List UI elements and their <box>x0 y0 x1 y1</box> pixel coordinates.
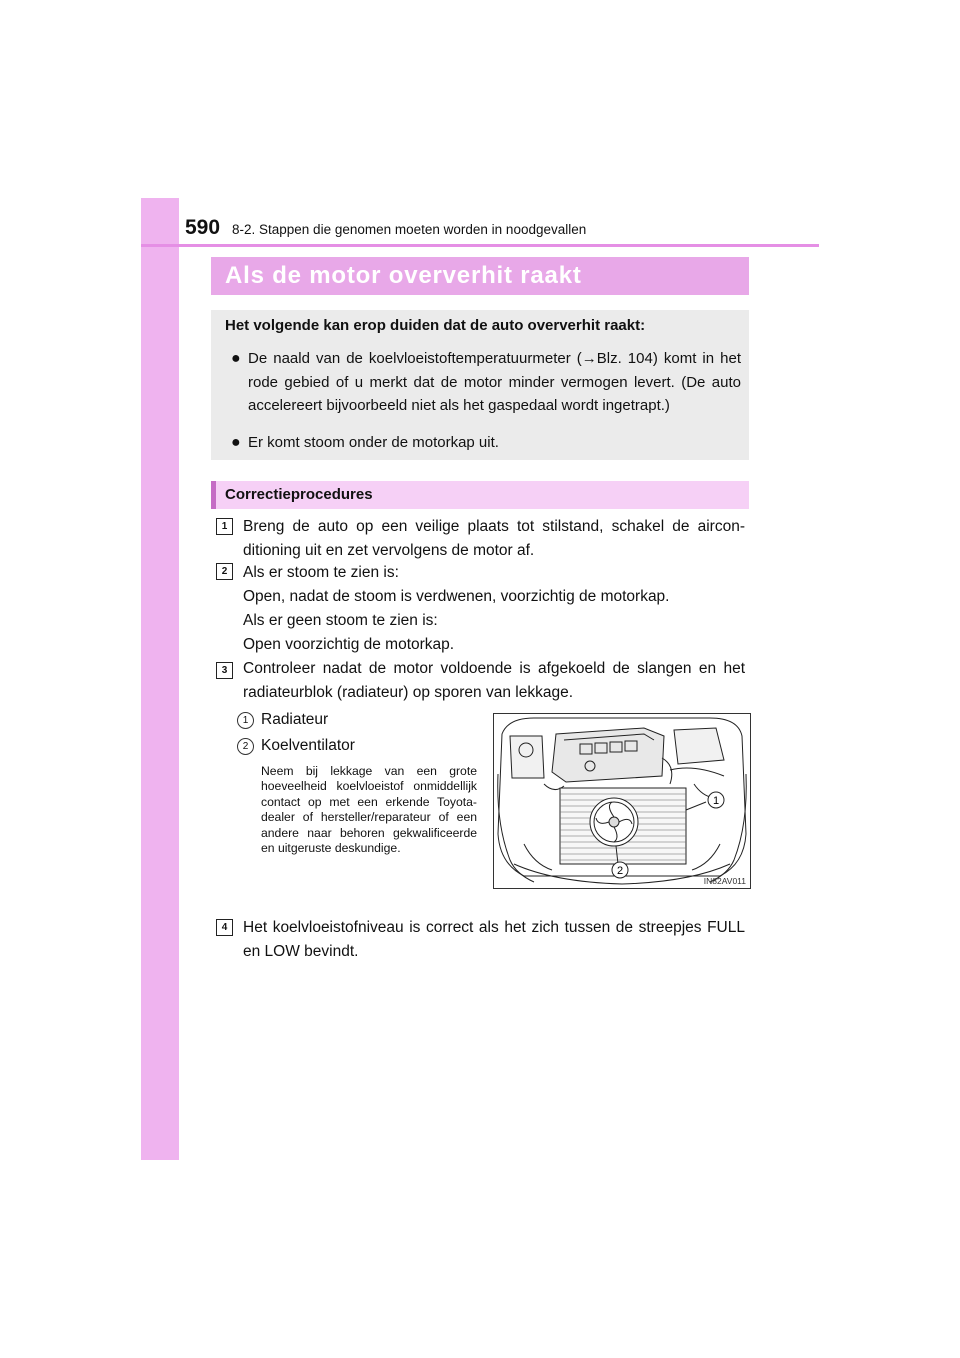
step-number-2: 2 <box>216 563 233 580</box>
step-2-line: Als er geen stoom te zien is: <box>243 612 438 629</box>
symptoms-heading: Het volgende kan erop duiden dat de auto oververhit raakt: <box>225 317 646 334</box>
engine-bay-illustration <box>493 713 751 889</box>
running-title: 8-2. Stappen die genomen moeten worden in noodgevallen <box>232 222 587 237</box>
bullet-icon: ● <box>231 434 241 451</box>
chapter-sidebar-tab <box>141 198 179 1160</box>
step-2-line: Open, nadat de stoom is verdwenen, voorzichtig de motorkap. <box>243 588 670 605</box>
title-bar <box>211 257 749 295</box>
step-3-text: Controleer nadat de motor voldoende is afgekoeld de slangen en het radiateurblok (radiateur) op sporen van lekkage. <box>243 660 745 701</box>
step-2-line: Als er stoom te zien is: <box>243 564 399 581</box>
callout-number-1: 1 <box>237 712 254 729</box>
callout-number-2: 2 <box>237 738 254 755</box>
symptom-item <box>231 347 741 418</box>
section-header <box>211 481 749 509</box>
leak-note: Neem bij lekkage van een grote hoeveelheid koelvloeistof onmiddellijk contact op met een erkende Toyota-dealer of hersteller/reparateur of een andere naar behoren gekwalificeerde en uitgeruste deskundige. <box>261 764 477 856</box>
bullet-icon: ● <box>231 350 241 367</box>
engine-bay-drawing <box>494 714 750 888</box>
figure-callout-2: 2 <box>616 865 624 877</box>
callout-label-radiateur: Radiateur <box>261 711 329 728</box>
figure-callout-1: 1 <box>712 795 720 807</box>
step-2-line: Open voorzichtig de motorkap. <box>243 636 455 653</box>
section-label: Correctieprocedures <box>225 486 373 503</box>
page-title: Als de motor oververhit raakt <box>225 262 582 289</box>
figure-code: IN82AV011 <box>703 876 746 886</box>
step-number-4: 4 <box>216 919 233 936</box>
symptom-text: De naald van de koelvloeistoftemperatuurmeter (→Blz. 104) komt in het rode gebied of u merkt dat de motor minder vermogen levert. (De auto accelereert bijvoorbeeld niet als het gaspedaal wordt ingetrapt.) <box>248 350 741 414</box>
symptom-text: Er komt stoom onder de motorkap uit. <box>248 434 499 451</box>
callout-label-koelventilator: Koelventilator <box>261 737 355 754</box>
step-number-3: 3 <box>216 662 233 679</box>
step-4-text: Het koelvloeistofniveau is correct als het zich tussen de streepjes FULL en LOW bevindt. <box>243 919 745 960</box>
page-number: 590 <box>185 216 221 239</box>
section-accent <box>211 481 216 509</box>
step-1-text: Breng de auto op een veilige plaats tot stilstand, schakel de airconditioning uit en zet vervolgens de motor af. <box>243 518 745 559</box>
header-rule <box>141 244 819 247</box>
symptoms-box <box>211 310 749 460</box>
step-number-1: 1 <box>216 518 233 535</box>
symptom-item <box>231 431 741 455</box>
